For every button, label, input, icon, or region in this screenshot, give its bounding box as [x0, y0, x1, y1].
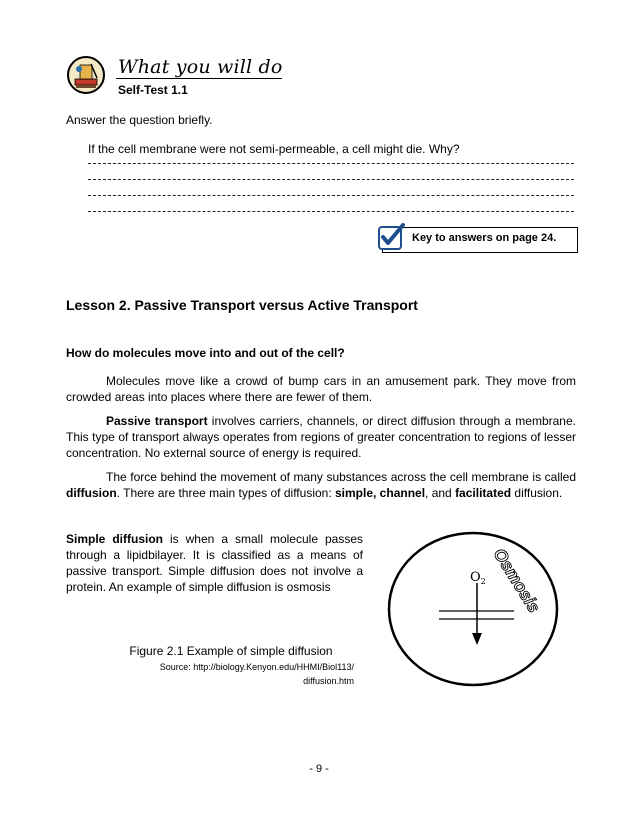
paragraph-passive-transport	[66, 413, 576, 461]
paragraph-text: is when a small molecule passes through a lipidbilayer. It is classified as a means of passive transport. Simple diffusion does not involve a protein. An example of simple diffusion is osmosis	[66, 532, 364, 594]
paragraph-text: , and	[425, 486, 456, 500]
term-diffusion-types: simple, channel	[335, 486, 426, 500]
answer-key-label: Key to answers on page 24.	[412, 232, 557, 244]
self-test-label: Self-Test 1.1	[118, 83, 188, 97]
question-text: If the cell membrane were not semi-permeable, a cell might die. Why?	[88, 142, 460, 156]
term-facilitated: facilitated	[455, 486, 512, 500]
instruction-text: Answer the question briefly.	[66, 113, 213, 127]
paragraph-text: The force behind the movement of many substances across the cell membrane is called	[106, 470, 576, 484]
answer-line	[88, 211, 574, 212]
figure-source	[108, 660, 354, 688]
figure-source-line: Source: http://biology.Kenyon.edu/HHMI/Biol113/	[159, 662, 354, 672]
term-simple-diffusion: Simple diffusion	[66, 532, 163, 546]
term-passive-transport: Passive transport	[106, 414, 208, 428]
lesson-title: Lesson 2. Passive Transport versus Active Transport	[66, 297, 418, 313]
osmosis-label: Osmosis	[489, 545, 544, 617]
figure-source-line: diffusion.htm	[303, 676, 354, 686]
answer-line	[88, 163, 574, 164]
answer-line	[88, 179, 574, 180]
self-test-icon	[66, 55, 106, 95]
section-title: What you will do	[118, 56, 283, 78]
lesson-subheading: How do molecules move into and out of the cell?	[66, 346, 345, 360]
checkmark-icon	[376, 222, 406, 252]
paragraph-text: Molecules move like a crowd of bump cars in an amusement park. They move from crowded areas into places where there are fewer of them.	[66, 374, 576, 404]
term-diffusion: diffusion	[66, 486, 117, 500]
paragraph-bump-cars	[66, 373, 576, 405]
osmosis-diagram	[369, 531, 576, 691]
paragraph-diffusion	[66, 469, 576, 501]
molecule-label: $O_2$	[470, 570, 486, 586]
paragraph-simple-diffusion	[66, 531, 363, 595]
paragraph-text: diffusion.	[511, 486, 563, 500]
paragraph-text: . There are three main types of diffusion:	[116, 486, 335, 500]
answer-line	[88, 195, 574, 196]
title-underline	[116, 78, 282, 79]
paragraph-text: involves carriers, channels, or direct diffusion through a membrane. This type of transport always operates from regions of greater concentration to regions of lesser concentration. No external source of energy is required.	[66, 414, 576, 460]
page-number: - 9 -	[309, 763, 329, 775]
figure-caption: Figure 2.1 Example of simple diffusion	[129, 644, 333, 658]
